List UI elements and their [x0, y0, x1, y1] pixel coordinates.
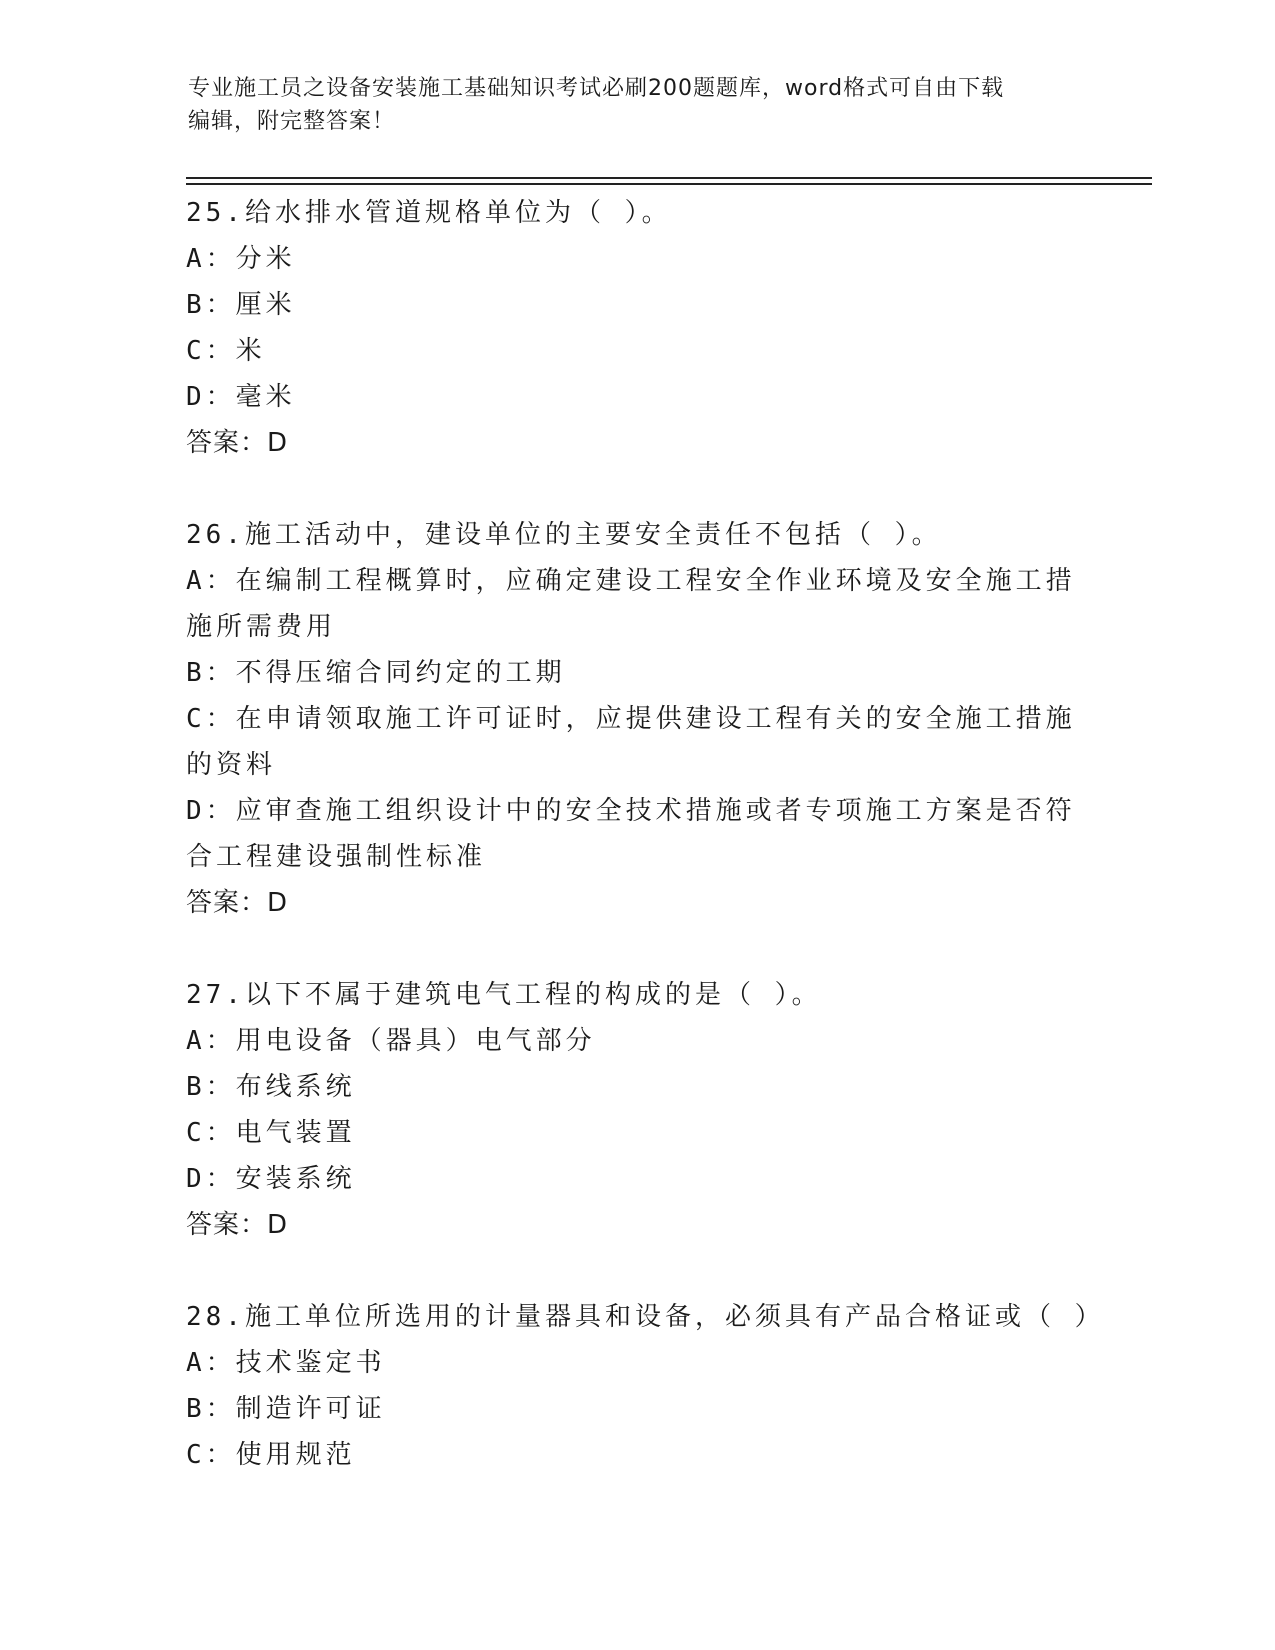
option-a: A：在编制工程概算时，应确定建设工程安全作业环境及安全施工措施所需费用: [186, 566, 1076, 642]
header-line-2: 编辑，附完整答案！: [188, 109, 396, 134]
question-stem: 26.施工活动中，建设单位的主要安全责任不包括（ ）。: [186, 520, 942, 550]
option-c: C：使用规范: [186, 1440, 356, 1470]
header-divider-top: [186, 177, 1152, 179]
document-header: [188, 72, 1088, 138]
answer-label: 答案：D: [186, 428, 289, 458]
header-line-1: 专业施工员之设备安装施工基础知识考试必刷200题题库，word格式可自由下载: [188, 76, 1005, 101]
option-c: C：米: [186, 336, 266, 366]
option-a: A：用电设备（器具）电气部分: [186, 1026, 596, 1056]
question-27: [186, 972, 1086, 1248]
option-b: B：不得压缩合同约定的工期: [186, 658, 566, 688]
answer-label: 答案：D: [186, 888, 289, 918]
question-list: [186, 190, 1105, 1524]
header-divider-bottom: [186, 183, 1152, 185]
option-c: C：在申请领取施工许可证时，应提供建设工程有关的安全施工措施的资料: [186, 704, 1076, 780]
option-d: D：安装系统: [186, 1164, 356, 1194]
option-d: D：应审查施工组织设计中的安全技术措施或者专项施工方案是否符合工程建设强制性标准: [186, 796, 1076, 872]
question-stem: 25.给水排水管道规格单位为（ ）。: [186, 198, 672, 228]
option-d: D：毫米: [186, 382, 296, 412]
option-a: A：分米: [186, 244, 296, 274]
option-b: B：布线系统: [186, 1072, 356, 1102]
answer-label: 答案：D: [186, 1210, 289, 1240]
question-25: [186, 190, 1086, 466]
question-stem: 28.施工单位所选用的计量器具和设备，必须具有产品合格证或（ ）: [186, 1302, 1105, 1332]
option-a: A：技术鉴定书: [186, 1348, 386, 1378]
option-c: C：电气装置: [186, 1118, 356, 1148]
question-stem: 27.以下不属于建筑电气工程的构成的是（ ）。: [186, 980, 822, 1010]
question-28: [186, 1294, 1105, 1478]
option-b: B：制造许可证: [186, 1394, 386, 1424]
option-b: B：厘米: [186, 290, 296, 320]
question-26: [186, 512, 1086, 926]
